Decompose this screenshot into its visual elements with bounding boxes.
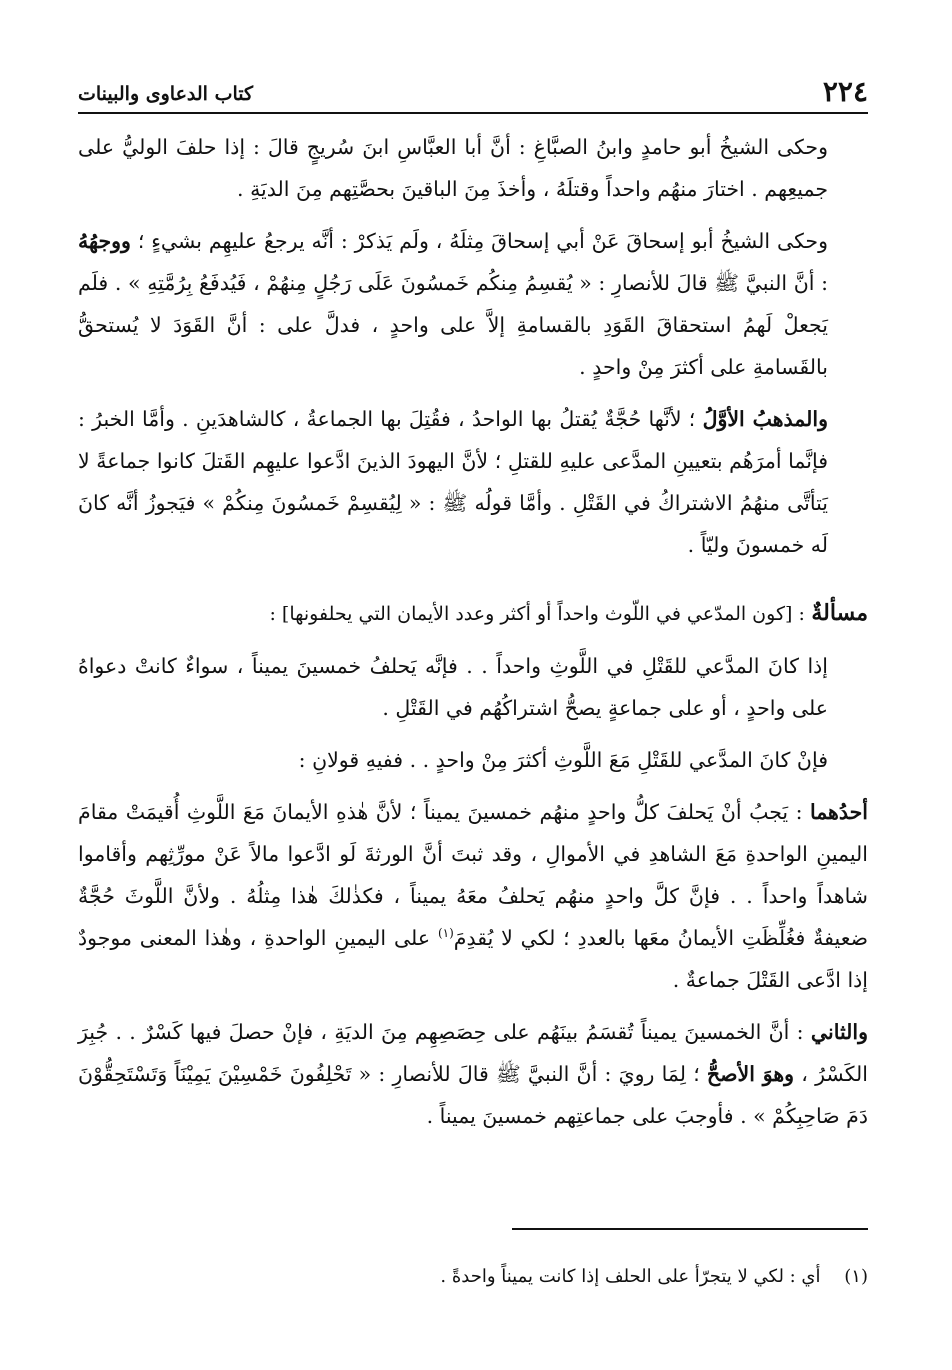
paragraph-5 <box>78 739 868 781</box>
footnote-number: (١) <box>844 1266 868 1287</box>
paragraph-4-text: إذا كانَ المدَّعي للقَتْلِ في اللَّوثِ واحداً . . فإنَّه يَحلفُ خمسينَ يميناً ، سواءٌ كانتْ دعواهُ على واحدٍ ، أو على جماعةٍ يصحُّ اشتراكُهُم في القَتْلِ . <box>78 654 828 720</box>
paragraph-5-text: فإنْ كانَ المدَّعي للقَتْلِ مَعَ اللَّوثِ أكثرَ مِنْ واحدٍ . . ففيهِ قولانِ : <box>298 748 828 772</box>
paragraph-2-rest: : أنَّ النبيَّ ﷺ قالَ للأنصارِ : « يُقسِمُ مِنكُم خَمسُونَ عَلَى رَجُلٍ مِنهُمْ ، فَيُدفَعُ بِرُمَّتِهِ » . فلَم يَجعلْ لَهمُ استحقاقَ القَوَدِ بالقسامةِ إلاَّ على واحدٍ ، فدلَّ على : أنَّ القَوَدَ لا يُستحقُّ بالقَسامةِ على أكثرَ مِنْ واحدٍ . <box>78 271 828 379</box>
footnote <box>78 1262 868 1292</box>
issue-title: مسألةٌ <box>811 600 868 626</box>
issue-subtitle: : [كون المدّعي في اللّوث واحداً أو أكثر وعدد الأيمان التي يحلفونها] : <box>269 603 805 625</box>
paragraph-6-rest: : يَجبُ أنْ يَحلفَ كلُّ واحدٍ منهُم خمسينَ يميناً ؛ لأنَّ هٰذهِ الأيمانَ مَعَ اللَّوثِ أُقيمَتْ مقامَ اليمينِ الواحدةِ مَعَ الشاهدِ في الأموالِ ، وقد ثبتَ أنَّ الورثةَ لَو ادَّعوا مالاً عَنْ مورِّثِهم وأقاموا شاهداً واحداً . . فإنَّ كلَّ واحدٍ منهُم يَحلفُ معَهُ يميناً ، فكذٰلكَ هٰذا مِثلُهُ . ولأنَّ اللَّوثَ حُجَّةٌ ضعيفةٌ فغُلِّظَتِ الأيمانُ معَها بالعددِ ؛ لكي لا يُقدِمَ <box>78 800 868 950</box>
paragraph-3-rest: ؛ لأنَّها حُجَّةٌ يُقتلُ بها الواحدُ ، فقُتِلَ بها الجماعةُ ، كالشاهدَينِ . وأمَّا الخبرُ : فإنَّما أمرَهُم بتعيينِ المدَّعى عليهِ للقتلِ ؛ لأنَّ اليهودَ الذينَ ادَّعوا عليهِم القَتلَ كانوا جماعةً لا يَتأتَّى منهُمُ الاشتراكُ في القَتْلِ . وأمَّا قولُه ﷺ : « لِيُقسِمْ خَمسُونَ مِنكُمْ » فيَجوزُ أنَّه كانَ لَه خمسونَ وليّاً . <box>78 407 829 557</box>
paragraph-7-lead-2: وهوَ الأصحُّ <box>706 1062 795 1086</box>
paragraph-6 <box>78 791 868 1001</box>
page-header <box>78 70 868 114</box>
paragraph-6-lead: أحدُهما <box>809 800 868 824</box>
issue-heading <box>78 592 868 635</box>
paragraph-7-lead: والثاني <box>810 1020 868 1044</box>
paragraph-7 <box>78 1011 868 1137</box>
page-body <box>78 126 868 1147</box>
paragraph-3 <box>78 398 868 566</box>
paragraph-2-lead: ووجهُهُ <box>78 229 131 253</box>
paragraph-3-lead: والمذهبُ الأوَّلُ <box>702 407 828 431</box>
paragraph-1 <box>78 126 868 210</box>
footnote-text: أي : لكي لا يتجرّأ على الحلف إذا كانت يميناً واحدةً . <box>440 1266 821 1287</box>
footnote-marker: (١) <box>437 926 454 941</box>
paragraph-7-rest-2: ؛ لِمَا رويَ : أنَّ النبيَّ ﷺ قالَ للأنصارِ : « تَحْلِفُونَ خَمْسِيْنَ يَمِيْنَاً وَتَسْتَحِقُّوْنَ دَمَ صَاحِبِكُمْ » . فأوجبَ على جماعتِهم خمسينَ يميناً . <box>78 1062 868 1128</box>
paragraph-2-text: وحكى الشيخُ أبو إسحاقَ عَنْ أبي إسحاقَ مِثلَهُ ، ولَم يَذكرْ : أنَّه يرجعُ عليهِم بشيءٍ ؛ <box>137 229 828 253</box>
running-title: كتاب الدعاوى والبينات <box>78 83 254 105</box>
page-number: ٢٢٤ <box>822 75 868 108</box>
paragraph-6-tail: على اليمينِ الواحدةِ ، وهٰذا المعنى موجودٌ إذا ادَّعى القَتْلَ جماعةٌ . <box>78 926 868 992</box>
paragraph-1-text: وحكى الشيخُ أبو حامدٍ وابنُ الصبَّاغِ : أنَّ أبا العبَّاسِ ابنَ سُريجٍ قالَ : إذا حلفَ الوليُّ على جميعِهم . اختارَ منهُم واحداً وقتلَهُ ، وأخذَ مِنَ الباقينَ بحصَّتِهم مِنَ الديَةِ . <box>78 135 828 201</box>
paragraph-2 <box>78 220 868 388</box>
paragraph-4 <box>78 645 868 729</box>
paragraph-7-rest: : أنَّ الخمسينَ يميناً تُقسَمُ بينَهُم على حِصَصِهِم مِنَ الديَةِ ، فإنْ حصلَ فيها كَسْرٌ . . جُبِرَ الكَسْرُ ، <box>78 1020 868 1086</box>
footnote-divider <box>512 1228 868 1230</box>
